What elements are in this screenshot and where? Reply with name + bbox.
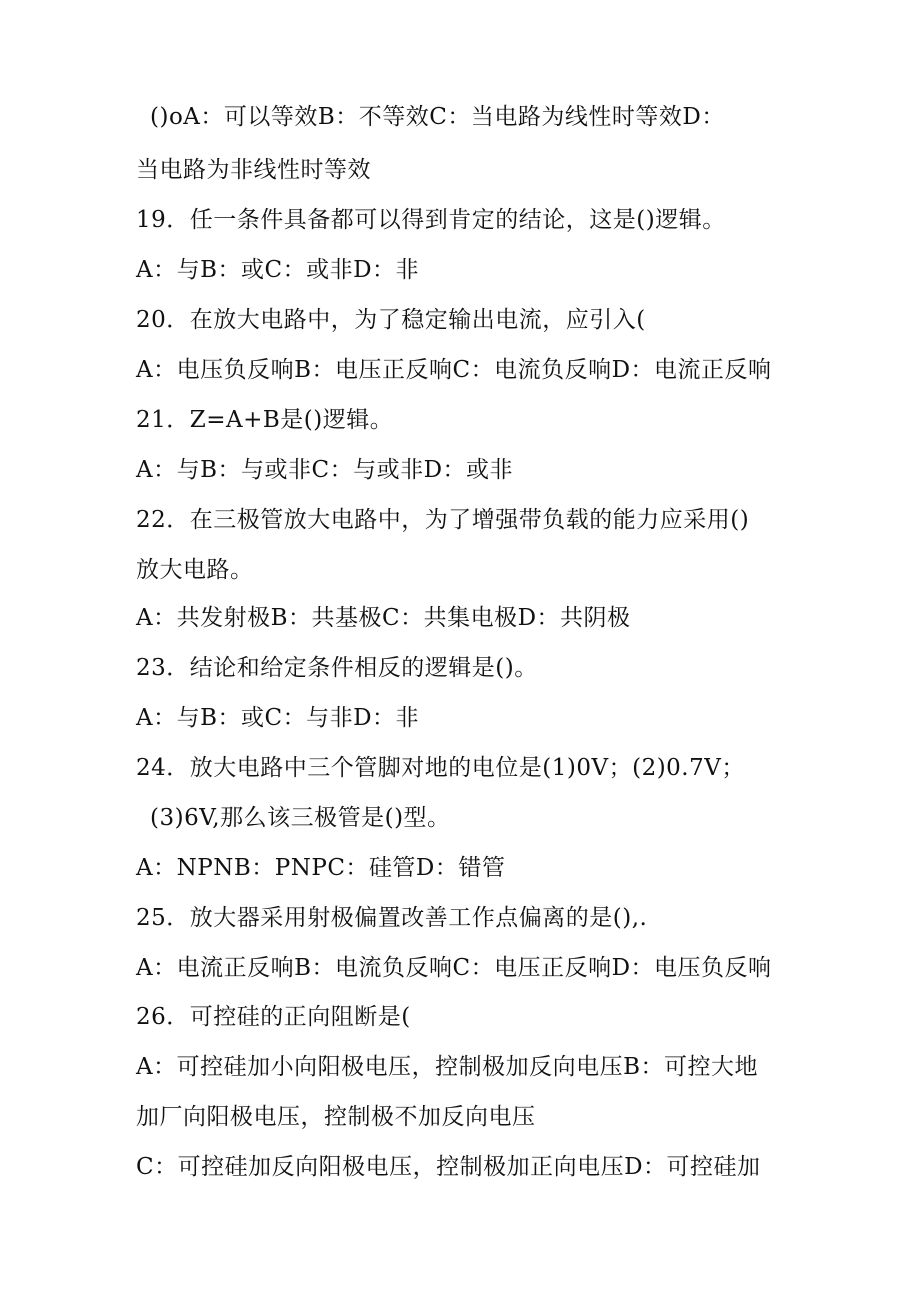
question-20-text: 20．在放大电路中，为了稳定输出电流，应引入( — [136, 307, 646, 333]
question-20-options: A：电压负反响B：电压正反响C：电流负反响D：电流正反响 — [136, 357, 772, 383]
question-18-options-continued: 当电路为非线性时等效 — [136, 157, 371, 183]
question-19-text: 19．任一条件具备都可以得到肯定的结论，这是()逻辑。 — [136, 207, 726, 233]
question-24-options: A：NPNB：PNPC：硅管D：错管 — [136, 855, 506, 881]
question-26-option-c: C：可控硅加反向阳极电压，控制极加正向电压D：可控硅加 — [136, 1154, 761, 1180]
question-24-text-continued: (3)6V,那么该三极管是()型。 — [150, 805, 451, 831]
question-26-option-a: A：可控硅加小向阳极电压，控制极加反向电压B：可控大地 — [136, 1054, 759, 1080]
question-22-options: A：共发射极B：共基极C：共集电极D：共阴极 — [136, 605, 631, 631]
question-25-options: A：电流正反响B：电流负反响C：电压正反响D：电压负反响 — [136, 955, 772, 981]
question-23-text: 23．结论和给定条件相反的逻辑是()。 — [136, 655, 538, 681]
question-26-text: 26．可控硅的正向阻断是( — [136, 1004, 411, 1030]
question-22-text: 22．在三极管放大电路中，为了增强带负载的能力应采用() — [136, 507, 750, 533]
question-22-text-continued: 放大电路。 — [136, 557, 254, 583]
question-18-options-line: ()oA：可以等效B：不等效C：当电路为线性时等效D： — [150, 104, 725, 130]
question-21-options: A：与B：与或非C：与或非D：或非 — [136, 457, 514, 483]
question-25-text: 25．放大器采用射极偏置改善工作点偏离的是(),. — [136, 905, 648, 931]
question-26-option-b-continued: 加厂向阳极电压，控制极不加反向电压 — [136, 1104, 536, 1130]
question-21-text: 21．Z=A+B是()逻辑。 — [136, 407, 394, 433]
question-24-text: 24．放大电路中三个管脚对地的电位是(1)0V；(2)0.7V； — [136, 755, 745, 781]
question-19-options: A：与B：或C：或非D：非 — [136, 257, 420, 283]
question-23-options: A：与B：或C：与非D：非 — [136, 705, 420, 731]
